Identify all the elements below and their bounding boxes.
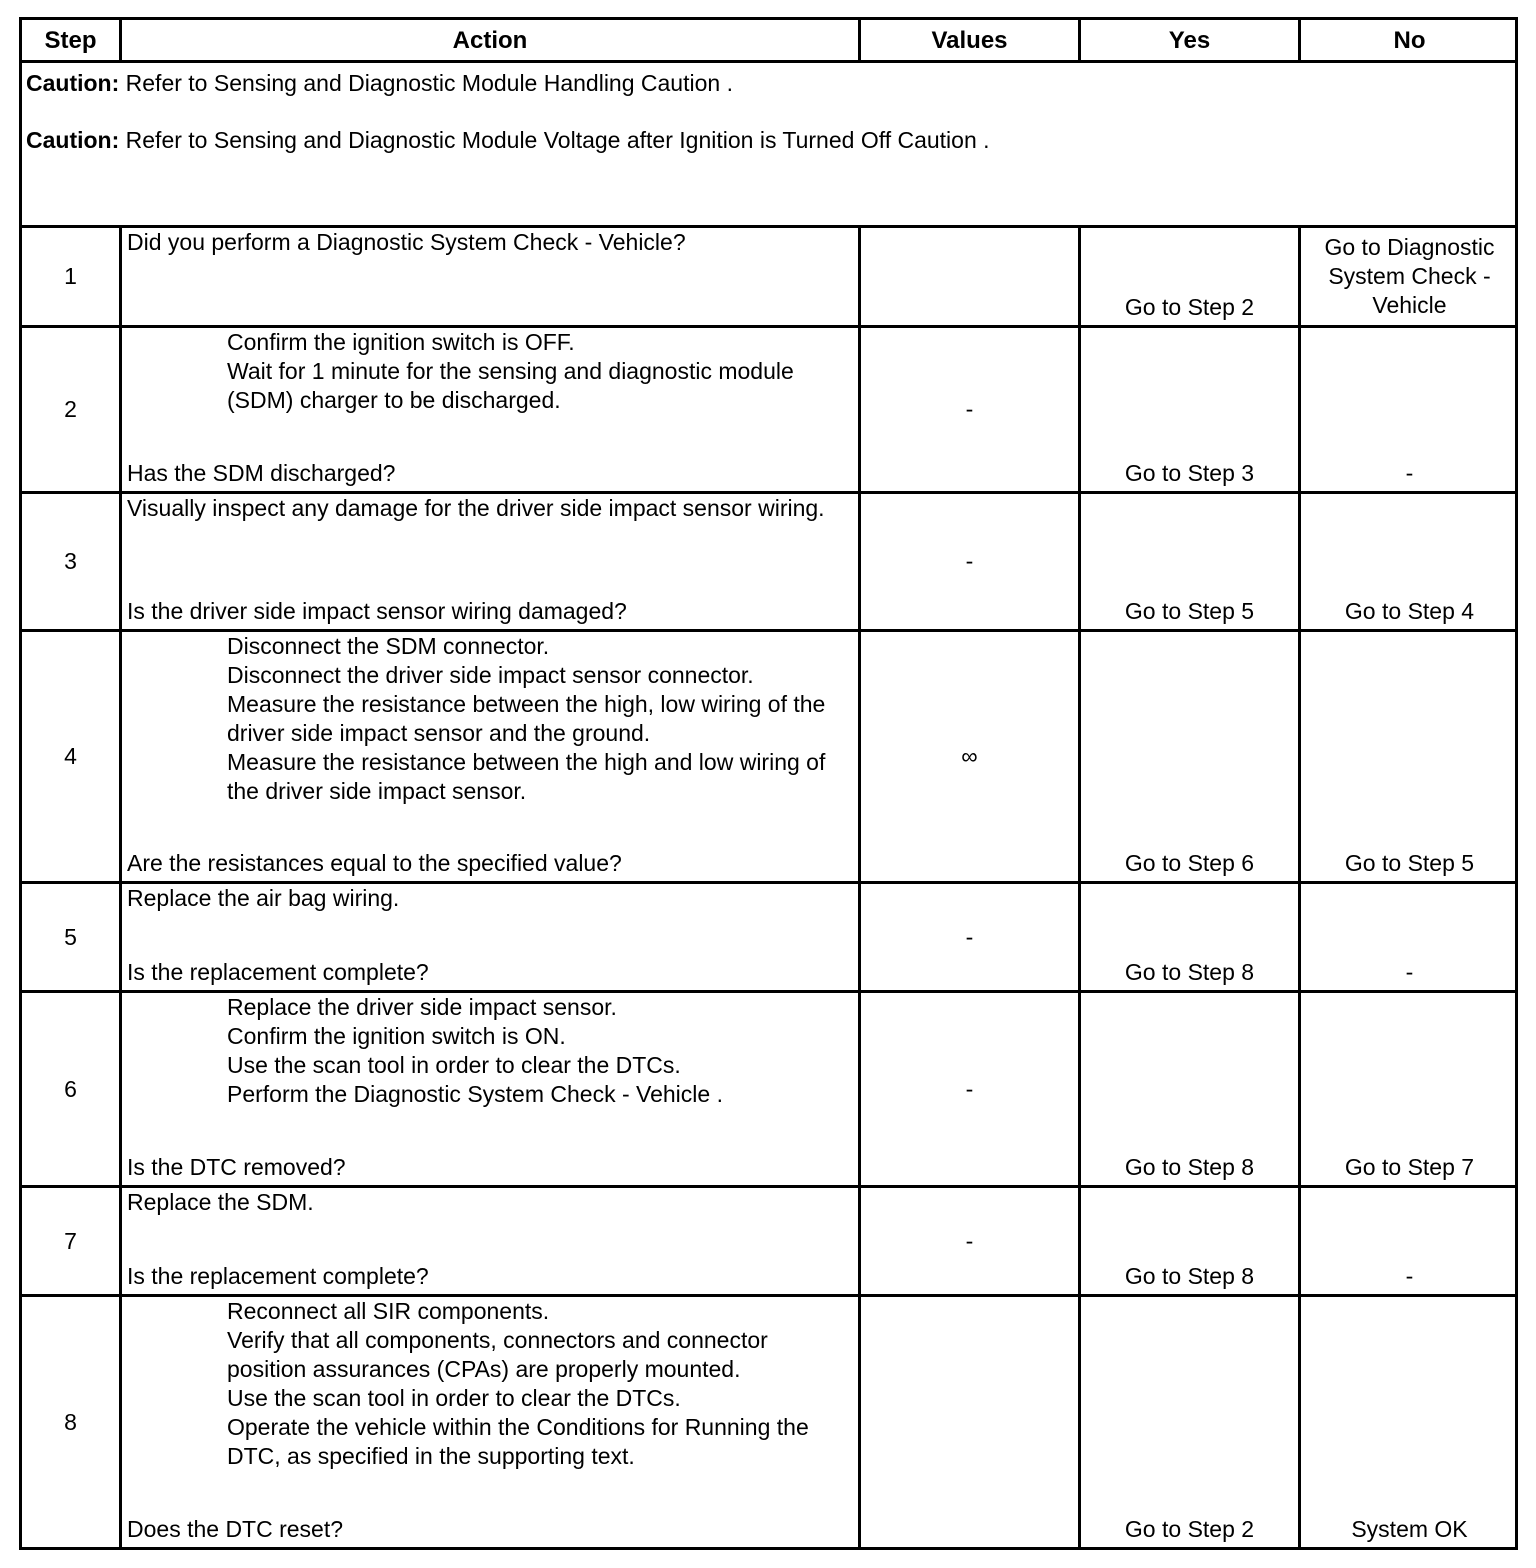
action-instruction: Replace the driver side impact sensor. xyxy=(227,994,617,1020)
caution-label: Caution: xyxy=(26,127,120,153)
step-yes-result: Go to Step 8 xyxy=(1124,959,1255,985)
action-text: Replace the SDM. xyxy=(127,1189,314,1215)
step-no-result: - xyxy=(1405,460,1414,486)
action-question: Does the DTC reset? xyxy=(127,1516,344,1542)
action-instruction: Measure the resistance between the high and low wiring of the driver side impact sensor. xyxy=(227,749,826,804)
action-question: Is the driver side impact sensor wiring damaged? xyxy=(127,598,627,624)
action-instruction: Perform the Diagnostic System Check - Vehicle . xyxy=(227,1081,723,1107)
action-instructions xyxy=(127,632,852,806)
action-instruction: Measure the resistance between the high, low wiring of the driver side impact sensor and the ground. xyxy=(227,691,826,746)
step-number: 8 xyxy=(64,1408,77,1435)
step-value: - xyxy=(965,1075,974,1102)
step-yes-result: Go to Step 8 xyxy=(1124,1154,1255,1180)
step-yes-result: Go to Step 3 xyxy=(1124,460,1255,486)
step-action xyxy=(122,1297,858,1547)
step-action xyxy=(122,632,858,881)
caution-1 xyxy=(22,69,1512,98)
step-no-result: System OK xyxy=(1351,1516,1468,1542)
step-action xyxy=(122,328,858,491)
step-number: 3 xyxy=(64,548,77,574)
header-no: No xyxy=(1393,26,1426,54)
header-yes: Yes xyxy=(1168,26,1211,54)
action-instructions xyxy=(127,993,852,1109)
step-number: 6 xyxy=(64,1075,77,1102)
step-no-result: - xyxy=(1405,959,1414,985)
header-step: Step xyxy=(44,26,97,54)
step-yes-result: Go to Step 2 xyxy=(1124,1516,1255,1542)
header-action: Action xyxy=(452,26,528,54)
step-number: 5 xyxy=(64,923,77,950)
step-action xyxy=(122,228,858,325)
action-instructions xyxy=(127,1297,852,1471)
step-no-result: Go to Step 4 xyxy=(1344,598,1475,624)
action-instruction: Verify that all components, connectors and connector position assurances (CPAs) are properly mounted. xyxy=(227,1327,768,1382)
step-value: - xyxy=(965,396,974,422)
action-instruction: Wait for 1 minute for the sensing and diagnostic module (SDM) charger to be discharged. xyxy=(227,358,794,413)
action-question: Is the replacement complete? xyxy=(127,1263,429,1289)
action-instruction: Operate the vehicle within the Conditions for Running the DTC, as specified in the supporting text. xyxy=(227,1414,809,1469)
step-number: 1 xyxy=(64,263,77,289)
step-action xyxy=(122,494,858,629)
action-instruction: Reconnect all SIR components. xyxy=(227,1298,550,1324)
action-instructions xyxy=(127,328,852,415)
step-value: ∞ xyxy=(961,743,978,769)
action-instruction: Disconnect the SDM connector. xyxy=(227,633,550,659)
action-question: Are the resistances equal to the specified value? xyxy=(127,850,622,876)
action-question: Has the SDM discharged? xyxy=(127,460,396,486)
step-action xyxy=(122,1188,858,1294)
step-no-result: - xyxy=(1405,1263,1414,1289)
step-number: 4 xyxy=(64,743,77,769)
action-instruction: Use the scan tool in order to clear the DTCs. xyxy=(227,1052,681,1078)
step-number: 7 xyxy=(64,1227,77,1254)
action-instruction: Disconnect the driver side impact sensor connector. xyxy=(227,662,754,688)
step-yes-result: Go to Step 2 xyxy=(1124,294,1255,320)
action-text: Did you perform a Diagnostic System Check - Vehicle? xyxy=(127,229,686,255)
step-value: - xyxy=(965,548,974,574)
step-action xyxy=(122,884,858,990)
caution-2 xyxy=(22,126,1512,155)
step-no-result: Go to Step 5 xyxy=(1344,850,1475,876)
step-value: - xyxy=(965,1227,974,1254)
action-instruction: Confirm the ignition switch is ON. xyxy=(227,1023,566,1049)
step-yes-result: Go to Step 6 xyxy=(1124,850,1255,876)
row-divider xyxy=(22,60,1515,63)
action-question: Is the DTC removed? xyxy=(127,1154,346,1180)
step-number: 2 xyxy=(64,396,77,422)
diagnostic-table xyxy=(19,17,1518,1550)
action-instruction: Confirm the ignition switch is OFF. xyxy=(227,329,575,355)
action-text: Visually inspect any damage for the driver side impact sensor wiring. xyxy=(127,495,825,521)
action-text: Replace the air bag wiring. xyxy=(127,885,400,911)
step-yes-result: Go to Step 8 xyxy=(1124,1263,1255,1289)
header-values: Values xyxy=(931,26,1008,54)
step-value xyxy=(861,1297,1078,1547)
step-yes-result: Go to Step 5 xyxy=(1124,598,1255,624)
caution-label: Caution: xyxy=(26,70,120,96)
caution-text: Refer to Sensing and Diagnostic Module Handling Caution . xyxy=(119,70,733,96)
caution-text: Refer to Sensing and Diagnostic Module Voltage after Ignition is Turned Off Caution . xyxy=(119,127,990,153)
step-no-result: Go to Step 7 xyxy=(1344,1154,1475,1180)
action-question: Is the replacement complete? xyxy=(127,959,429,985)
action-instruction: Use the scan tool in order to clear the DTCs. xyxy=(227,1385,681,1411)
step-value: - xyxy=(965,923,974,950)
step-no-result: Go to Diagnostic System Check - Vehicle xyxy=(1324,234,1495,318)
step-action xyxy=(122,993,858,1185)
step-value xyxy=(861,228,1078,325)
